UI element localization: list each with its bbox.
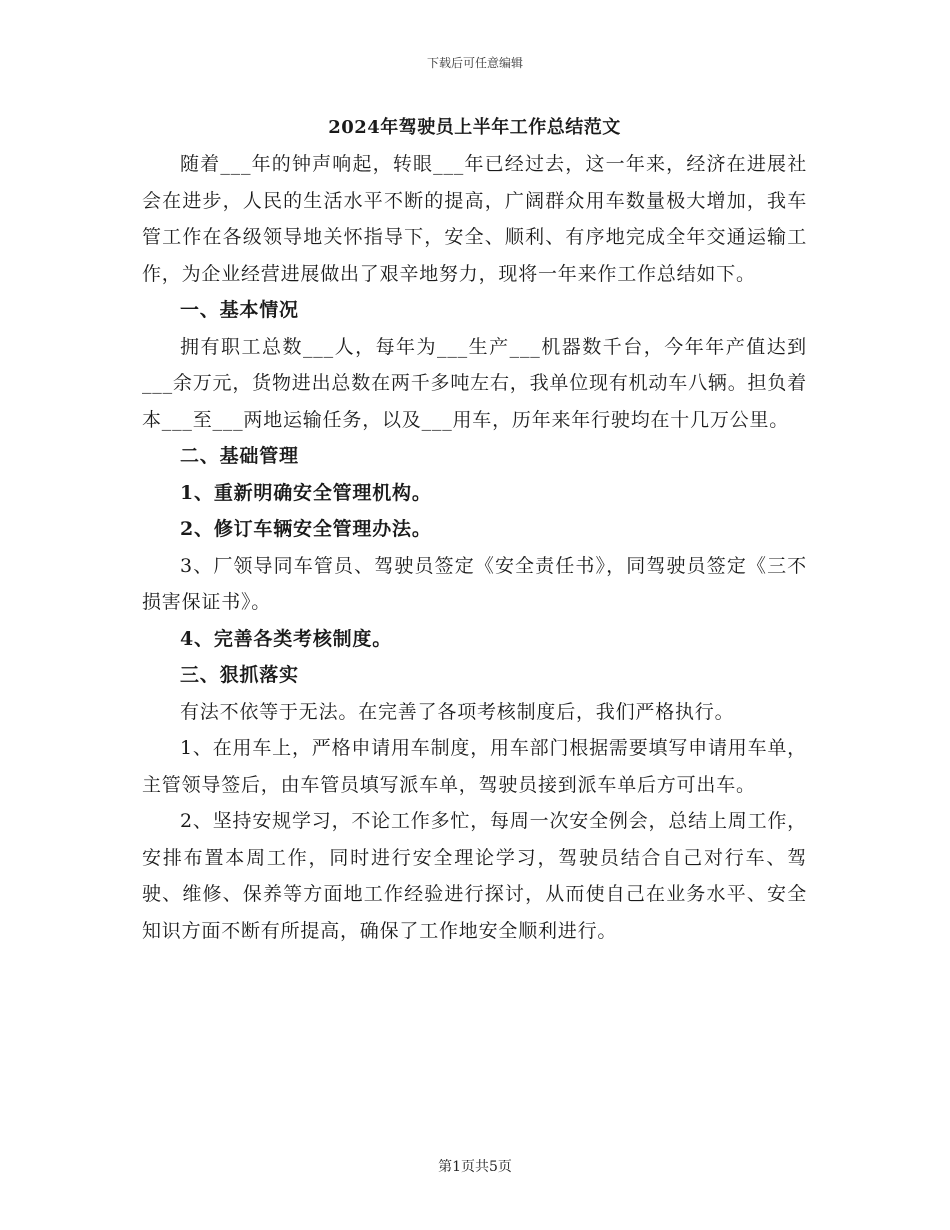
subheading-4: 4、完善各类考核制度。 [180,627,393,650]
subheading-1: 1、重新明确安全管理机构。 [180,481,432,504]
document-body [142,112,807,949]
subheading-2: 2、修订车辆安全管理办法。 [180,518,432,540]
section-heading-basic: 一、基本情况 [180,299,299,321]
paragraph-implementation: 有法不依等于无法。在完善了各项考核制度后，我们严格执行。 [180,700,735,723]
section-heading-implementation: 三、狠抓落实 [180,664,299,686]
document-title: 2024年驾驶员上半年工作总结范文 [328,117,621,138]
header-note: 下载后可任意编辑 [426,56,523,70]
paragraph-intro: 随着___年的钟声响起，转眼___年已经过去，这一年来，经济在进展社会在进步，人民的生活水平不断的提高，广阔群众用车数量极大增加，我车管工作在各级领导地关怀指导下，安全、顺利、有序地完成全年交通运输工作，为企业经营进展做出了艰辛地努力，现将一年来作工作总结如下。 [142,153,807,285]
paragraph-point-1: 1、在用车上，严格申请用车制度，用车部门根据需要填写申请用车单，主管领导签后，由车管员填写派车单，驾驶员接到派车单后方可出车。 [142,737,807,796]
section-heading-management: 二、基础管理 [180,445,299,467]
paragraph-point-2: 2、坚持安规学习，不论工作多忙，每周一次安全例会，总结上周工作，安排布置本周工作，同时进行安全理论学习，驾驶员结合自己对行车、驾驶、维修、保养等方面地工作经验进行探讨，从而使自己在业务水平、安全知识方面不断有所提高，确保了工作地安全顺利进行。 [142,810,807,942]
page-number: 第1页共5页 [438,1159,512,1175]
paragraph-basic: 拥有职工总数___人，每年为___生产___机器数千台，今年年产值达到___余万元，货物进出总数在两千多吨左右，我单位现有机动车八辆。担负着本___至___两地运输任务，以及___用车，历年来年行驶均在十几万公里。 [142,335,807,431]
paragraph-item-3: 3、厂领导同车管员、驾驶员签定《安全责任书》，同驾驶员签定《三不损害保证书》。 [142,554,807,613]
